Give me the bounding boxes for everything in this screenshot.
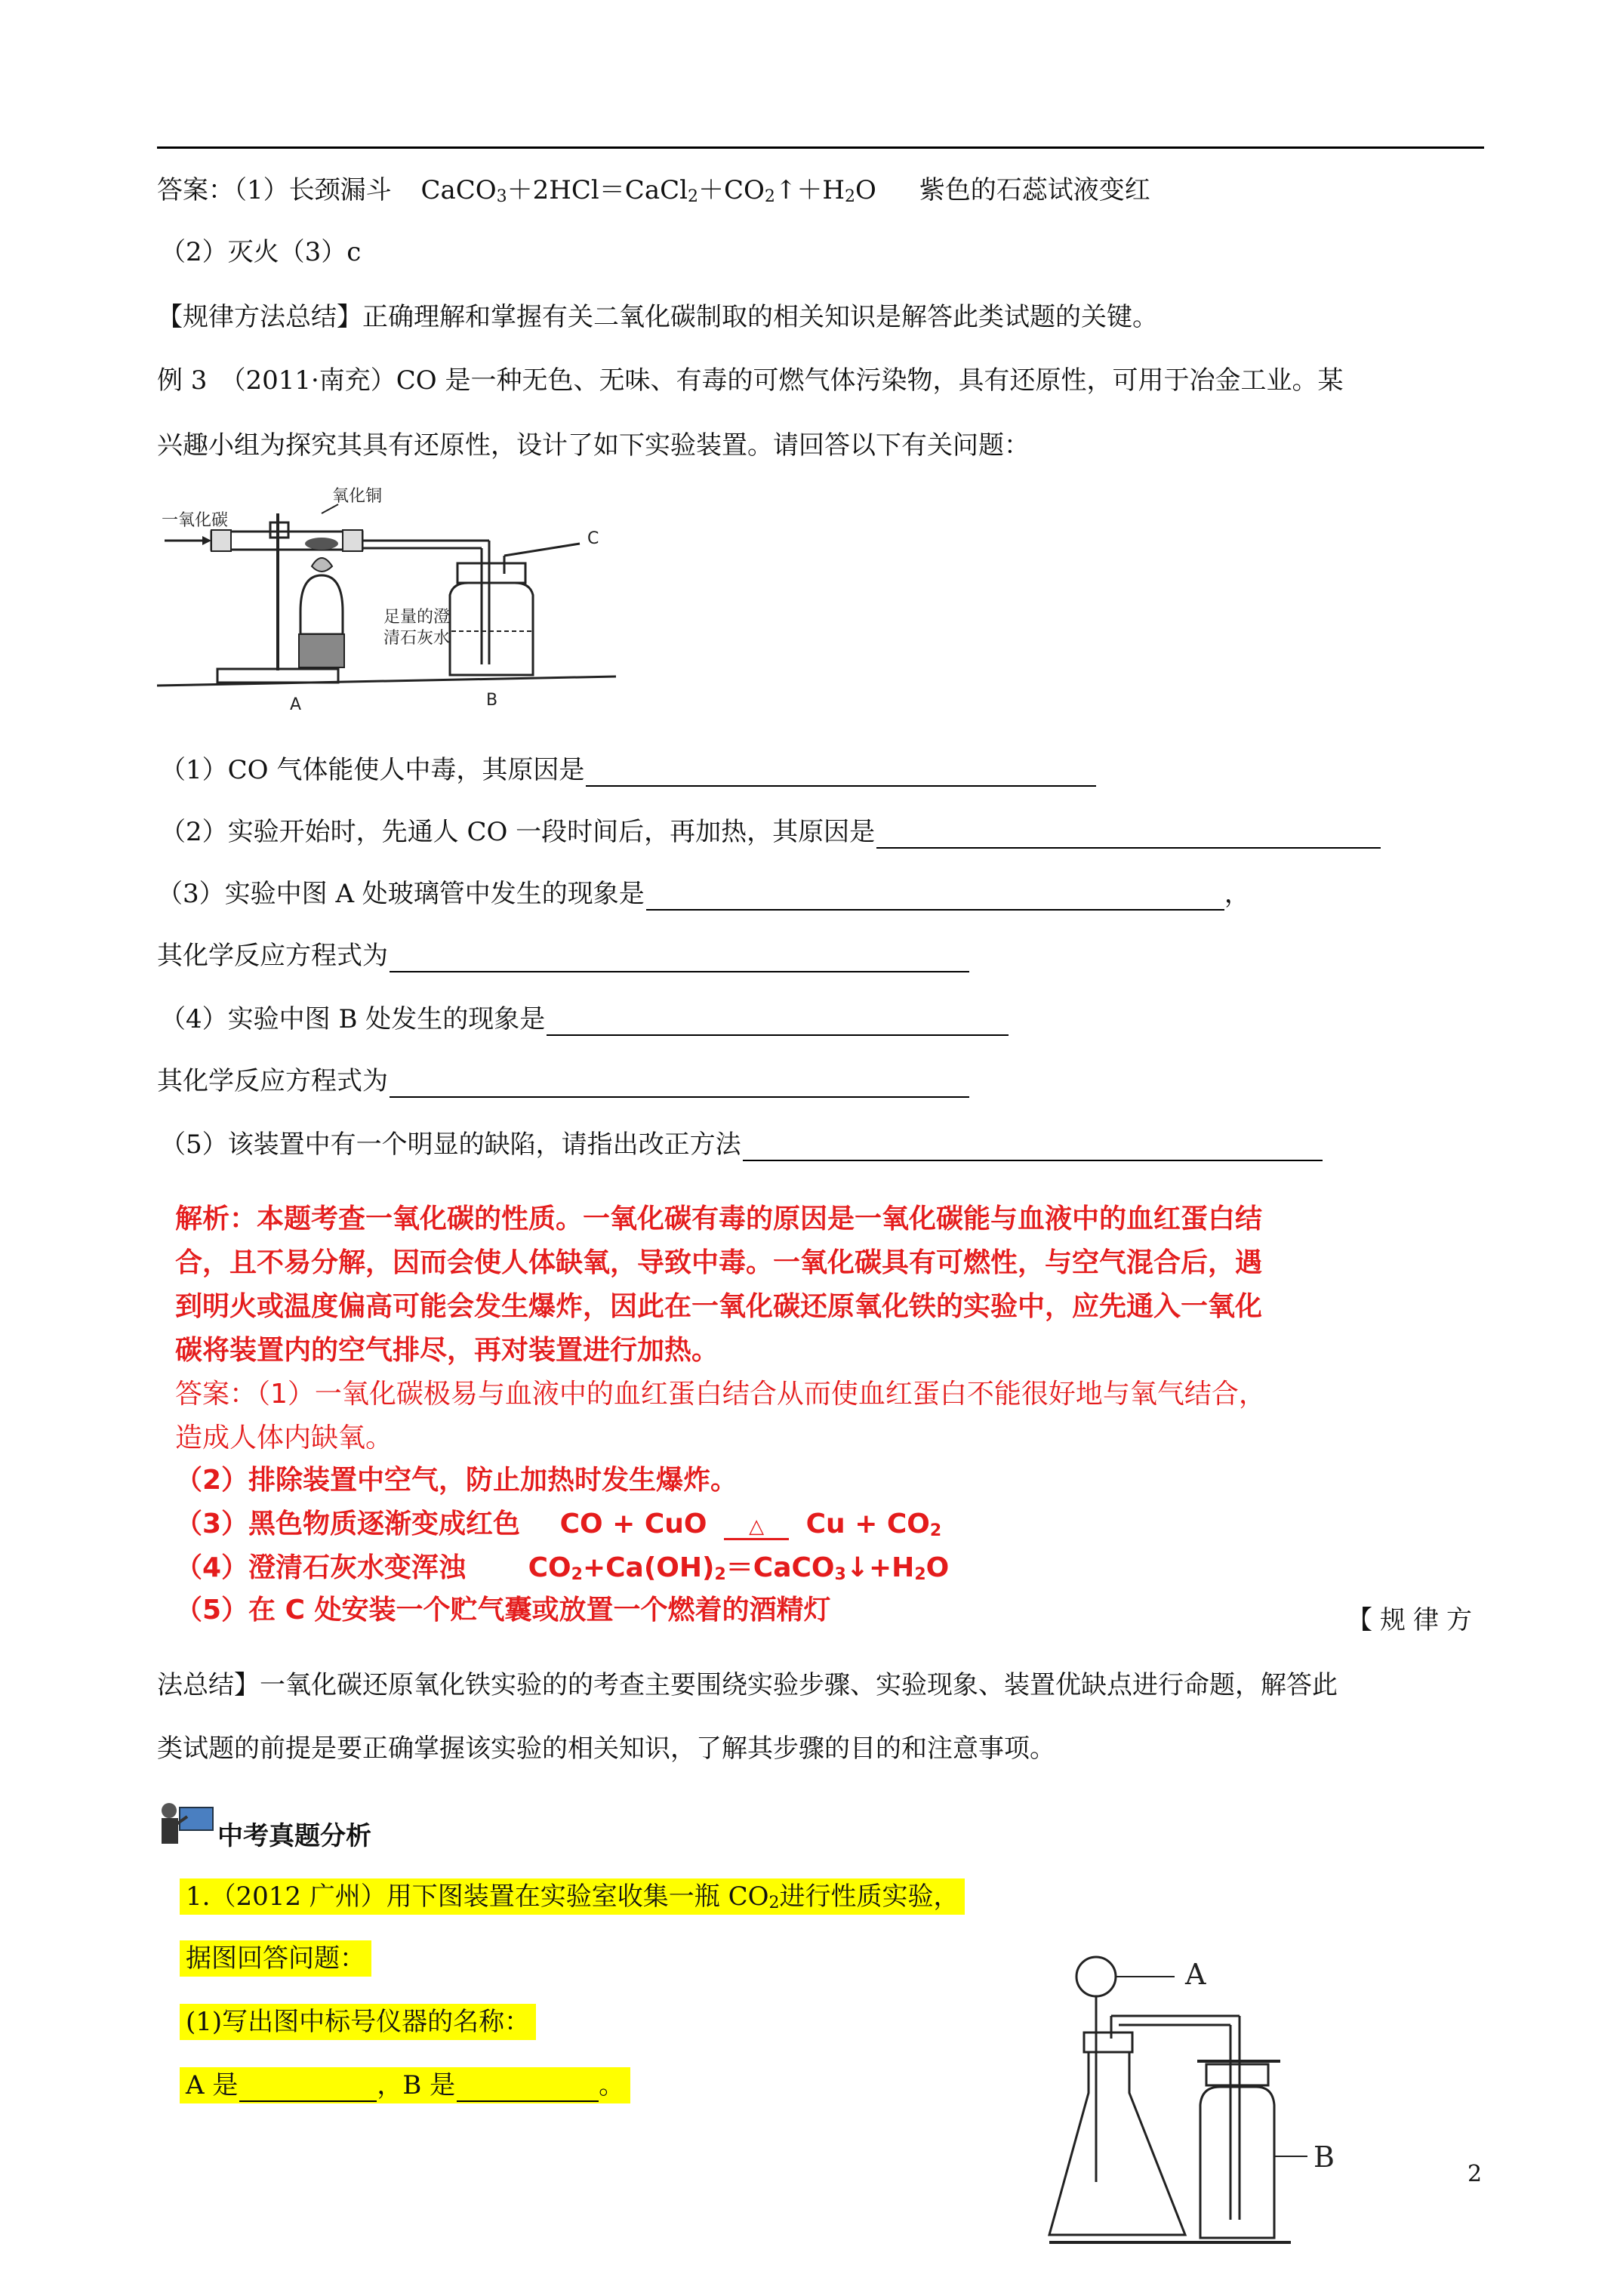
problem-1-line-2: 据图回答问题：: [180, 1942, 371, 1975]
question-1: （1）CO 气体能使人中毒，其原因是: [160, 754, 1096, 787]
label-limewater-2: 清石灰水: [383, 629, 451, 648]
analysis-answer-4: （4）澄清石灰水变浑浊 $CO_2+Ca(OH)_2=CaCO_3↓+H_2O$: [175, 1552, 950, 1584]
problem-1-line-4: A 是 ，B 是 。: [180, 2069, 630, 2102]
question-2: （2）实验开始时，先通人 CO 一段时间后，再加热，其原因是: [160, 815, 1381, 849]
answer-blank-3[interactable]: [646, 883, 1224, 911]
method-summary-2-line-1: 法总结】一氧化碳还原氧化铁实验的的考查主要围绕实验步骤、实验现象、装置优缺点进行命题，解答此: [157, 1670, 1338, 1700]
teacher-icon: [154, 1795, 217, 1848]
section-title: 中考真题分析: [217, 1821, 371, 1851]
analysis-answer-2: （2）排除装置中空气，防止加热时发生爆炸。: [175, 1465, 738, 1496]
question-3-equation: 其化学反应方程式为: [157, 939, 969, 972]
analysis-line-1: 解析：本题考查一氧化碳的性质。一氧化碳有毒的原因是一氧化碳能与血液中的血红蛋白结: [175, 1203, 1263, 1234]
label-a: A: [290, 695, 302, 714]
label-carbon-monoxide: 一氧化碳: [162, 511, 229, 530]
analysis-line-2: 合，且不易分解，因而会使人体缺氧，导致中毒。一氧化碳具有可燃性，与空气混合后，遇: [175, 1247, 1263, 1278]
label-c: C: [587, 529, 599, 548]
analysis-answer-1: 答案：（1）一氧化碳极易与血液中的血红蛋白结合从而使血红蛋白不能很好地与氧气结合，: [175, 1379, 1266, 1410]
page-number: 2: [1467, 2161, 1483, 2187]
answer-blank-4b[interactable]: [390, 1071, 969, 1098]
analysis-line-3: 到明火或温度偏高可能会发生爆炸，因此在一氧化碳还原氧化铁的实验中，应先通入一氧化: [175, 1291, 1263, 1322]
figure-label-a: A: [1185, 1958, 1206, 1991]
answer-line-1: 答案：（1）长颈漏斗 $CaCO_3+2HCl=CaCl_2+CO_2↑+H_2O$ 紫色的石蕊试液变红: [157, 175, 1150, 206]
question-4-equation: 其化学反应方程式为: [157, 1065, 969, 1098]
co-apparatus-figure: [157, 483, 625, 725]
analysis-answer-3: （3）黑色物质逐渐变成红色 CO + CuO △ $Cu + CO_2$: [175, 1509, 942, 1540]
example-3-line-1: 例 3 （2011·南充）CO 是一种无色、无味、有毒的可燃气体污染物，具有还原性，可用于冶金工业。某: [157, 365, 1344, 396]
question-5: （5）该装置中有一个明显的缺陷，请指出改正方法: [160, 1128, 1323, 1161]
figure-label-b: B: [1313, 2140, 1335, 2174]
method-summary-1: 【规律方法总结】正确理解和掌握有关二氧化碳制取的相关知识是解答此类试题的关键。: [157, 302, 1158, 332]
method-summary-2-line-2: 类试题的前提是要正确掌握该实验的相关知识，了解其步骤的目的和注意事项。: [157, 1734, 1055, 1764]
answer-blank-4[interactable]: [547, 1009, 1009, 1036]
example-3-line-2: 兴趣小组为探究其具有还原性，设计了如下实验装置。请回答以下有关问题：: [157, 430, 1030, 461]
blank-a[interactable]: [239, 2078, 377, 2102]
blank-b[interactable]: [457, 2078, 599, 2102]
label-copper-oxide: 氧化铜: [332, 487, 383, 506]
problem-1-line-1: 1.（2012 广州）用下图装置在实验室收集一瓶 $CO_2$进行性质实验，: [180, 1880, 965, 1913]
method-summary-2-head: 【规律方: [1347, 1605, 1480, 1635]
answer-blank-5[interactable]: [743, 1134, 1323, 1161]
problem-1-line-3: (1)写出图中标号仪器的名称：: [180, 2005, 536, 2039]
header-rule: [157, 146, 1484, 149]
question-4: （4）实验中图 B 处发生的现象是: [160, 1003, 1009, 1036]
question-3: （3）实验中图 A 处玻璃管中发生的现象是 ，: [157, 879, 1250, 909]
answer-blank-2[interactable]: [876, 821, 1381, 849]
answer-line-2: （2）灭火（3）c: [160, 237, 362, 267]
label-limewater-1: 足量的澄: [383, 608, 451, 627]
analysis-answer-5: （5）在 C 处安装一个贮气囊或放置一个燃着的酒精灯: [175, 1595, 831, 1626]
co2-collection-figure: [1042, 1933, 1449, 2257]
label-b: B: [486, 691, 498, 710]
answer-blank-1[interactable]: [586, 760, 1096, 787]
analysis-line-4: 碳将装置内的空气排尽，再对装置进行加热。: [175, 1335, 719, 1366]
answer-blank-3b[interactable]: [390, 945, 969, 972]
analysis-answer-1b: 造成人体内缺氧。: [175, 1422, 393, 1453]
